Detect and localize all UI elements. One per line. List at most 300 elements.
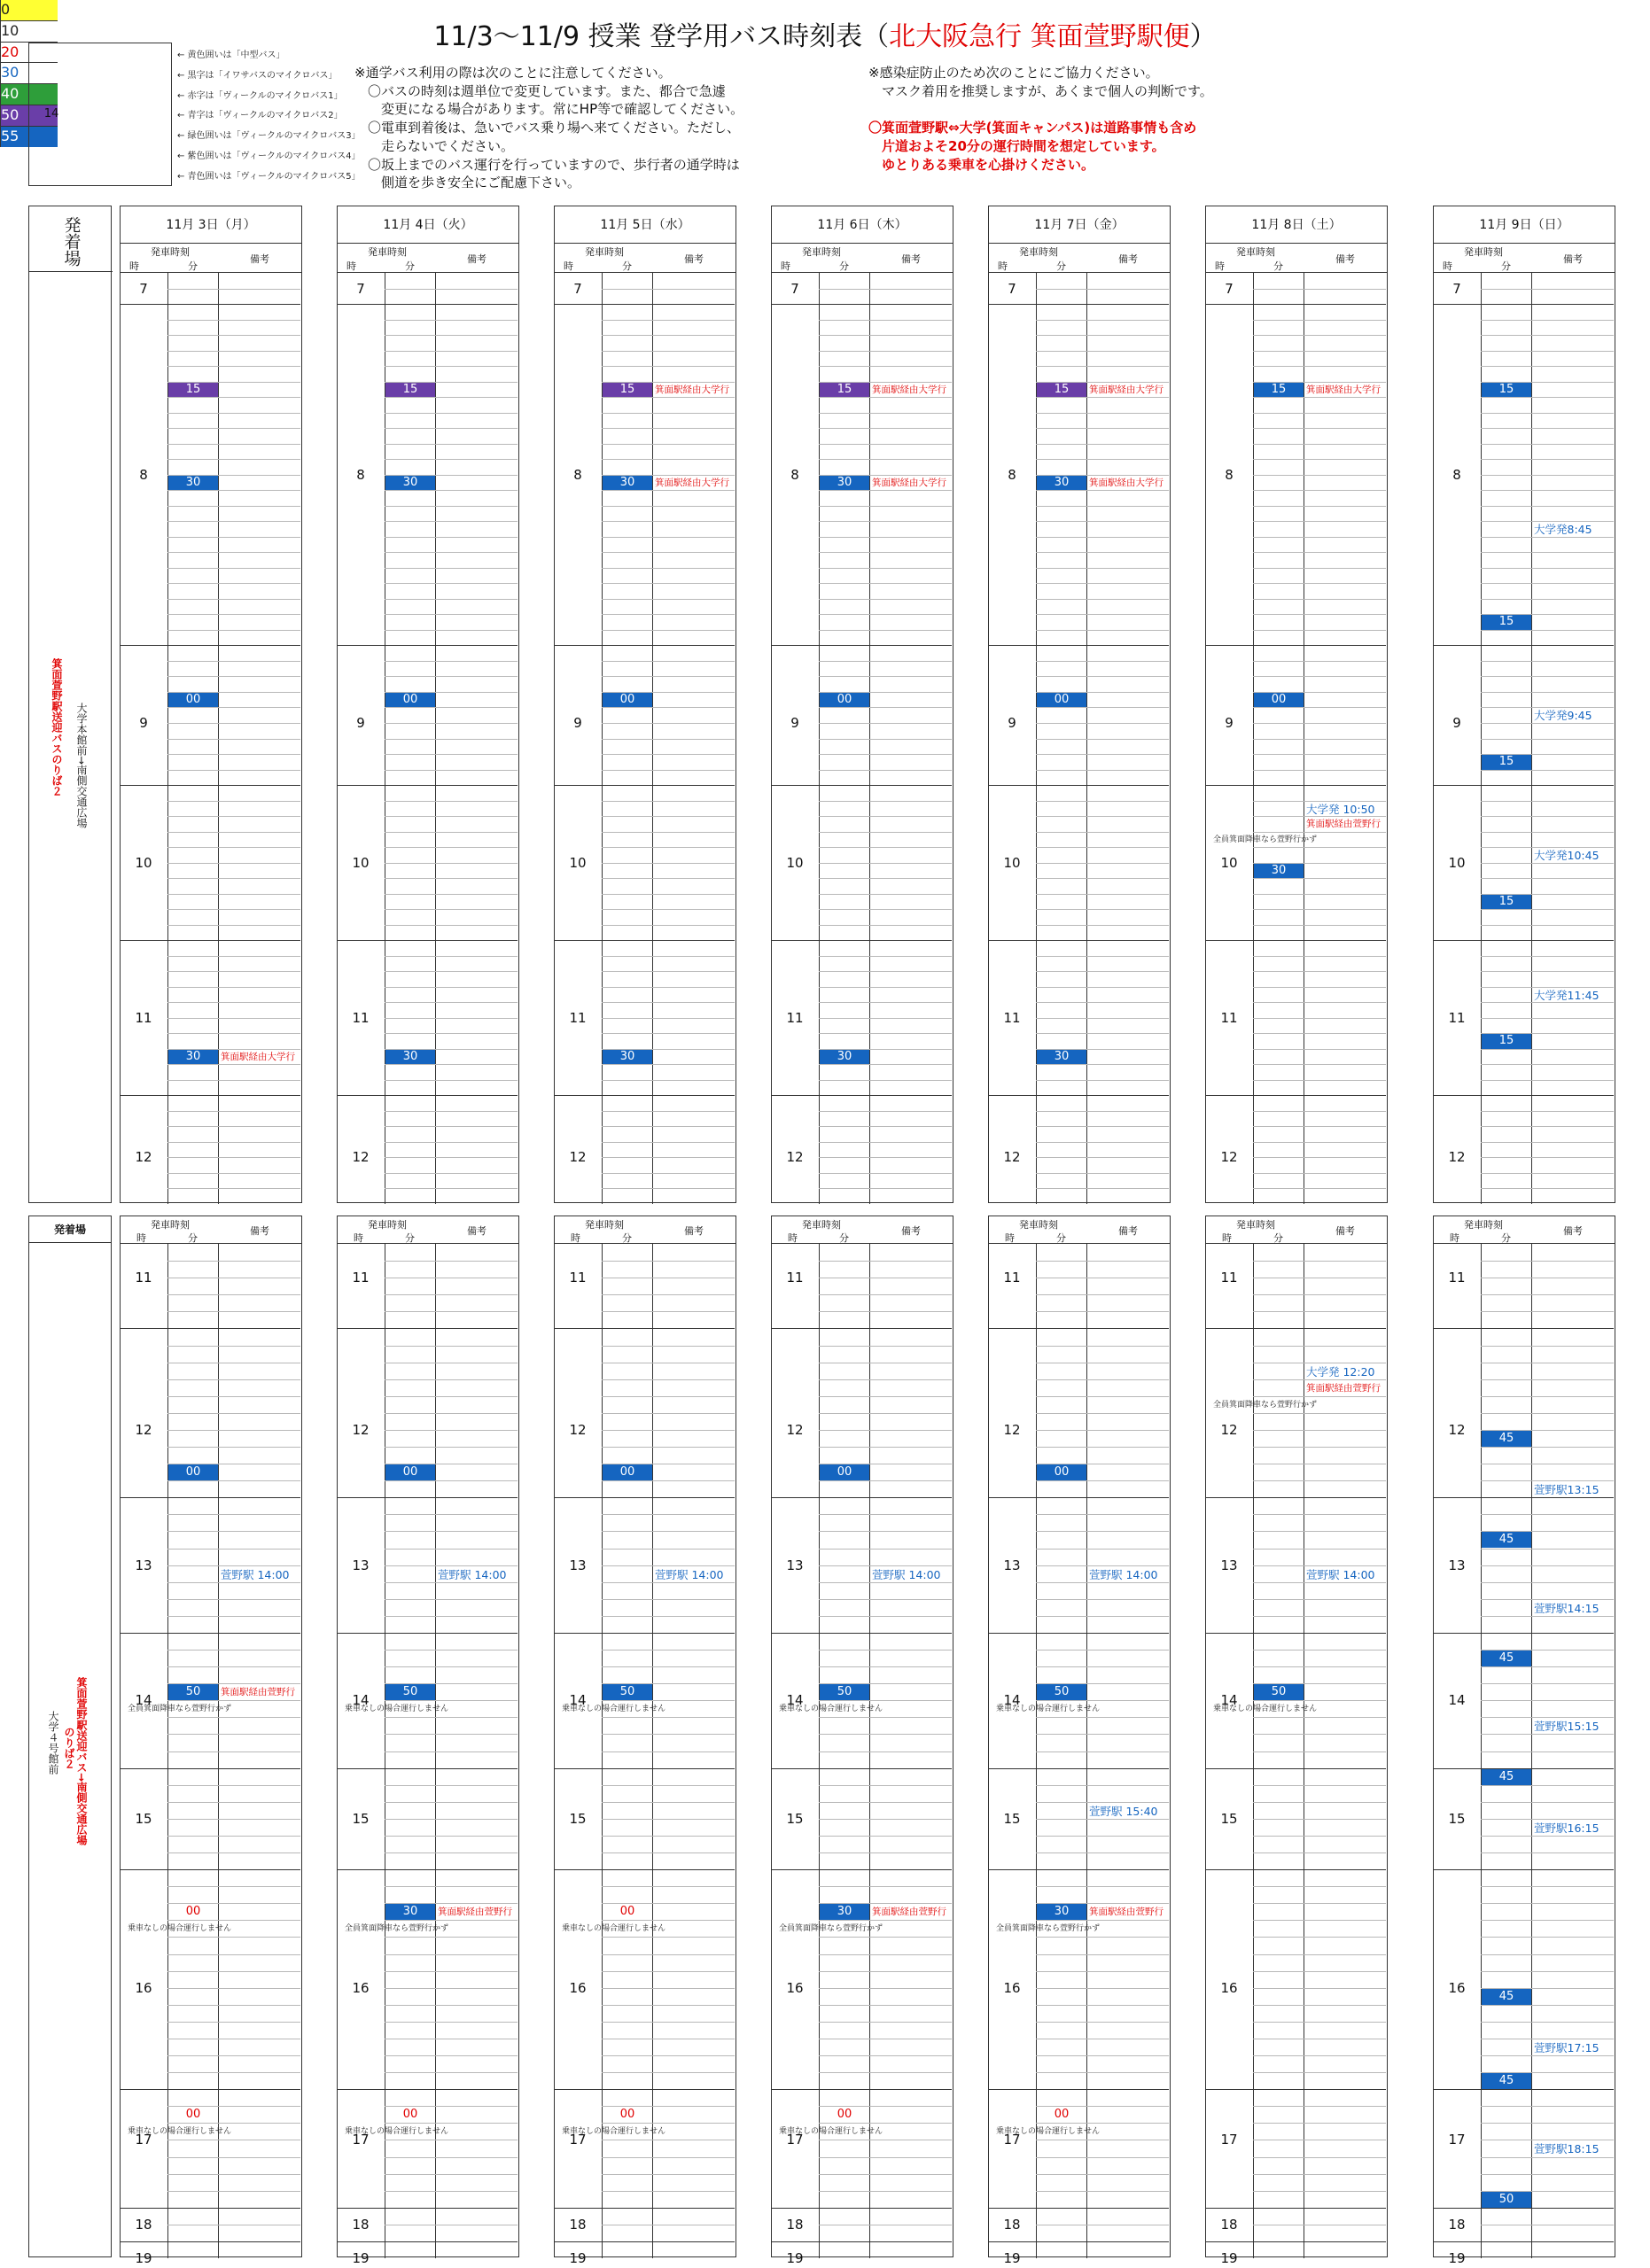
departure-minute: 30: [1037, 1904, 1086, 1920]
hour-label: 時: [129, 260, 139, 272]
row-rule: [1481, 661, 1614, 662]
row-rule: [819, 2174, 952, 2175]
row-rule: [167, 552, 300, 553]
row-rule: [167, 863, 300, 864]
depart-time-label: 発車時刻: [585, 246, 624, 258]
row-rule: [1036, 1018, 1169, 1019]
row-rule: [1036, 1751, 1169, 1752]
row-rule: [385, 1002, 518, 1003]
row-rule: [1036, 1650, 1169, 1651]
hour-separator: [772, 645, 952, 646]
departure-minute: 30: [603, 476, 652, 491]
hour-separator: [1206, 2241, 1386, 2242]
row-rule: [1253, 490, 1386, 491]
row-rule: [1036, 2022, 1169, 2023]
hour-number: 7: [1225, 280, 1234, 297]
row-rule: [602, 801, 735, 802]
subheader: [338, 244, 518, 273]
row-rule: [1481, 1379, 1614, 1380]
row-rule: [1036, 1599, 1169, 1600]
row-rule: [1481, 1802, 1614, 1803]
row-rule: [1253, 956, 1386, 957]
depart-time-label: 発車時刻: [1236, 1219, 1275, 1231]
hour-number: 10: [1448, 854, 1466, 871]
legend-description: ← 黄色囲いは「中型バス」: [177, 50, 285, 60]
row-rule: [1481, 1447, 1614, 1448]
hour-separator: [1206, 940, 1386, 941]
row-rule: [1253, 894, 1386, 895]
row-rule: [1036, 661, 1169, 662]
row-rule: [385, 1954, 518, 1955]
hour-number: 8: [356, 466, 365, 483]
row-rule: [1036, 568, 1169, 569]
row-rule: [819, 335, 952, 336]
row-rule: [1481, 1971, 1614, 1972]
hour-number: 18: [569, 2216, 587, 2233]
hour-separator: [338, 1328, 518, 1329]
row-rule: [167, 320, 300, 321]
row-rule: [167, 459, 300, 460]
departure-minute: 00: [185, 2108, 201, 2122]
row-rule: [1253, 1650, 1386, 1651]
departure-remark: 箕面駅経由大学行: [655, 477, 729, 488]
row-rule: [167, 1785, 300, 1786]
row-rule: [385, 1033, 518, 1034]
row-rule: [1253, 770, 1386, 771]
note-line: ※通学バス利用の際は次のことに注意してください。: [354, 65, 672, 81]
row-rule: [1036, 630, 1169, 631]
row-rule: [602, 614, 735, 615]
hour-separator: [121, 304, 300, 305]
row-rule: [1481, 1852, 1614, 1853]
remarks-label: 備考: [1118, 1225, 1138, 1237]
hour-number: 11: [569, 1009, 587, 1026]
row-rule: [167, 739, 300, 740]
row-rule: [1036, 1033, 1169, 1034]
remark-text: 萱野駅 14:00: [1089, 1567, 1158, 1581]
row-rule: [1036, 583, 1169, 584]
row-rule: [819, 583, 952, 584]
hour-number: 12: [1448, 1149, 1466, 1166]
departure-minute: 45: [1482, 1651, 1531, 1666]
hour-label: 時: [571, 1232, 580, 1244]
row-rule: [1253, 739, 1386, 740]
row-rule: [819, 1886, 952, 1887]
hour-number: 18: [352, 2216, 370, 2233]
top-day-table: [1205, 206, 1388, 1203]
hour-separator: [555, 304, 735, 305]
row-rule: [1036, 1379, 1169, 1380]
hour-separator: [121, 1768, 300, 1769]
row-rule: [1481, 1080, 1614, 1081]
row-rule: [385, 1666, 518, 1667]
row-rule: [1481, 1700, 1614, 1701]
row-rule: [1036, 1261, 1169, 1262]
row-rule: [1481, 335, 1614, 336]
row-rule: [602, 878, 735, 879]
row-rule: [602, 1002, 735, 1003]
row-rule: [1481, 475, 1614, 476]
hour-number: 17: [352, 2132, 370, 2148]
row-rule: [602, 1599, 735, 1600]
row-rule: [819, 2005, 952, 2006]
row-rule: [1481, 413, 1614, 414]
row-rule: [819, 847, 952, 848]
departure-remark: 箕面駅経由大学行: [872, 384, 946, 395]
row-rule: [819, 1126, 952, 1127]
row-rule: [1036, 971, 1169, 972]
departure-minute: 00: [168, 693, 218, 708]
row-rule: [1253, 552, 1386, 553]
row-rule: [1036, 2174, 1169, 2175]
row-rule: [1253, 289, 1386, 290]
row-rule: [385, 1413, 518, 1414]
hour-separator: [1434, 785, 1614, 786]
row-rule: [1481, 1582, 1614, 1583]
row-rule: [602, 1819, 735, 1820]
departure-minute: 45: [1482, 1989, 1531, 2005]
row-rule: [1036, 832, 1169, 833]
day-header: 11月 8日（土）: [1206, 206, 1387, 244]
row-rule: [1036, 537, 1169, 538]
row-rule: [602, 506, 735, 507]
depart-time-label: 発車時刻: [1236, 246, 1275, 258]
row-rule: [819, 1852, 952, 1853]
row-rule: [1036, 428, 1169, 429]
departure-minute: 00: [603, 1464, 652, 1480]
row-rule: [1036, 956, 1169, 957]
hour-separator: [121, 940, 300, 941]
departure-minute: 00: [619, 1905, 635, 1919]
row-rule: [602, 1294, 735, 1295]
row-rule: [167, 1852, 300, 1853]
row-rule: [1253, 599, 1386, 600]
hour-separator: [338, 1497, 518, 1498]
departure-minute: 15: [1254, 383, 1304, 398]
hour-separator: [989, 785, 1169, 786]
row-rule: [602, 1514, 735, 1515]
depart-arrive-header: 発着場: [29, 206, 113, 272]
hour-separator: [121, 2089, 300, 2090]
row-rule: [167, 397, 300, 398]
row-rule: [1253, 1836, 1386, 1837]
hour-number: 14: [786, 1692, 804, 1709]
minute-label: 分: [622, 260, 632, 272]
row-rule: [1481, 909, 1614, 910]
depart-time-label: 発車時刻: [585, 1219, 624, 1231]
row-rule: [602, 1064, 735, 1065]
row-rule: [1036, 1396, 1169, 1397]
departure-minute: 15: [1482, 1034, 1531, 1049]
subheader: [555, 244, 735, 273]
remark-text: 萱野駅13:15: [1534, 1483, 1599, 1497]
row-rule: [1481, 490, 1614, 491]
row-rule: [167, 987, 300, 988]
remark-text: 大学発 10:50: [1306, 802, 1375, 816]
row-rule: [602, 1379, 735, 1380]
row-rule: [1253, 2055, 1386, 2056]
row-rule: [1253, 1294, 1386, 1295]
row-rule: [819, 1157, 952, 1158]
row-rule: [602, 351, 735, 352]
remark-text: 全員箕面降車なら萱野行かず: [128, 1705, 232, 1714]
departure-remark: 箕面駅経由大学行: [1089, 477, 1164, 488]
hour-separator: [772, 1328, 952, 1329]
row-rule: [167, 832, 300, 833]
row-rule: [167, 1430, 300, 1431]
remark-text: 乗車なしの場合運行しません: [779, 2127, 883, 2137]
row-rule: [1481, 630, 1614, 631]
row-rule: [1036, 878, 1169, 879]
hour-separator: [989, 1497, 1169, 1498]
row-rule: [1036, 1111, 1169, 1112]
hour-separator: [989, 1328, 1169, 1329]
hour-number: 16: [135, 1979, 152, 1996]
row-rule: [819, 739, 952, 740]
remark-text: 乗車なしの場合運行しません: [562, 1705, 666, 1714]
departure-minute: 50: [1482, 2192, 1531, 2208]
row-rule: [1036, 2005, 1169, 2006]
hour-number: 13: [1448, 1557, 1466, 1573]
row-rule: [819, 1988, 952, 1989]
row-rule: [1253, 1346, 1386, 1347]
departure-minute: 50: [168, 1684, 218, 1700]
hour-separator: [772, 2208, 952, 2209]
row-rule: [1036, 707, 1169, 708]
departure-minute: 00: [385, 1464, 435, 1480]
hour-number: 7: [1452, 280, 1461, 297]
departure-minute: 15: [1482, 615, 1531, 630]
row-rule: [1253, 1937, 1386, 1938]
day-header: 11月 3日（月）: [121, 206, 301, 244]
row-rule: [1253, 1819, 1386, 1820]
row-rule: [385, 459, 518, 460]
remark-text: 乗車なしの場合運行しません: [996, 1705, 1101, 1714]
row-rule: [602, 925, 735, 926]
row-rule: [1481, 1785, 1614, 1786]
departure-minute: 45: [1482, 1431, 1531, 1447]
top-station-column: [28, 206, 112, 1203]
hour-number: 12: [1448, 1421, 1466, 1438]
row-rule: [1036, 1080, 1169, 1081]
hour-number: 17: [1448, 2132, 1466, 2148]
hour-separator: [555, 1095, 735, 1096]
departure-minute: 30: [603, 1050, 652, 1065]
row-rule: [167, 1480, 300, 1481]
row-rule: [167, 1142, 300, 1143]
row-rule: [1036, 723, 1169, 724]
row-rule: [1481, 552, 1614, 553]
row-rule: [602, 459, 735, 460]
row-rule: [819, 1111, 952, 1112]
remark-text: 箕面駅経由萱野行: [221, 1687, 295, 1698]
row-rule: [1036, 1430, 1169, 1431]
row-rule: [602, 987, 735, 988]
row-rule: [385, 1852, 518, 1853]
row-rule: [1481, 366, 1614, 367]
row-rule: [167, 1294, 300, 1295]
hour-label: 時: [788, 1232, 798, 1244]
hour-number: 9: [139, 714, 148, 731]
hour-separator: [989, 1768, 1169, 1769]
row-rule: [385, 878, 518, 879]
row-rule: [385, 2072, 518, 2073]
hour-separator: [989, 1869, 1169, 1870]
row-rule: [602, 1666, 735, 1667]
row-rule: [602, 1480, 735, 1481]
remark-text: 箕面駅経由萱野行: [1306, 1382, 1381, 1394]
legend-description: ← 緑色囲いは「ヴィークルのマイクロバス3」: [177, 131, 361, 142]
row-rule: [385, 739, 518, 740]
departure-minute: 30: [1037, 1050, 1086, 1065]
row-rule: [819, 568, 952, 569]
row-rule: [1036, 1064, 1169, 1065]
hour-separator: [989, 2241, 1169, 2242]
row-rule: [819, 552, 952, 553]
row-rule: [167, 335, 300, 336]
row-rule: [1481, 459, 1614, 460]
row-rule: [1481, 676, 1614, 677]
row-rule: [819, 2055, 952, 2056]
row-rule: [1481, 1920, 1614, 1921]
row-rule: [819, 1514, 952, 1515]
hour-separator: [989, 1633, 1169, 1634]
hour-separator: [772, 2241, 952, 2242]
hour-separator: [121, 2208, 300, 2209]
row-rule: [167, 351, 300, 352]
row-rule: [1481, 1396, 1614, 1397]
row-rule: [819, 832, 952, 833]
departure-minute: 50: [820, 1684, 869, 1700]
top-day-table: [1433, 206, 1615, 1203]
row-rule: [819, 630, 952, 631]
row-rule: [1036, 1531, 1169, 1532]
row-rule: [819, 459, 952, 460]
hour-separator: [1206, 2208, 1386, 2209]
row-rule: [1036, 1785, 1169, 1786]
row-rule: [385, 351, 518, 352]
row-rule: [385, 2157, 518, 2158]
hour-separator: [338, 940, 518, 941]
top-day-table: [554, 206, 736, 1203]
row-rule: [167, 1413, 300, 1414]
row-rule: [385, 661, 518, 662]
row-rule: [385, 1650, 518, 1651]
row-rule: [1253, 1751, 1386, 1752]
row-rule: [1481, 1565, 1614, 1566]
row-rule: [385, 971, 518, 972]
row-rule: [819, 366, 952, 367]
row-rule: [385, 707, 518, 708]
minute-label: 分: [839, 260, 849, 272]
departure-minute: 00: [603, 693, 652, 708]
hour-separator: [555, 1497, 735, 1498]
row-rule: [1253, 2157, 1386, 2158]
row-rule: [1253, 925, 1386, 926]
row-rule: [1253, 1261, 1386, 1262]
remark-text: 全員箕面降車なら萱野行かず: [1213, 835, 1318, 844]
hour-number: 15: [352, 1810, 370, 1827]
row-rule: [167, 506, 300, 507]
row-rule: [385, 444, 518, 445]
row-rule: [385, 537, 518, 538]
row-rule: [1253, 1531, 1386, 1532]
row-rule: [602, 1311, 735, 1312]
row-rule: [1036, 863, 1169, 864]
legend-swatch: 55: [0, 126, 58, 147]
departure-minute: 15: [168, 383, 218, 398]
row-rule: [1481, 2022, 1614, 2023]
row-rule: [1253, 366, 1386, 367]
row-rule: [1253, 1002, 1386, 1003]
row-rule: [1481, 832, 1614, 833]
hour-separator: [1206, 1328, 1386, 1329]
row-rule: [167, 723, 300, 724]
row-rule: [167, 1033, 300, 1034]
row-rule: [1481, 320, 1614, 321]
row-rule: [1481, 816, 1614, 817]
row-rule: [819, 1666, 952, 1667]
row-rule: [602, 661, 735, 662]
row-rule: [602, 723, 735, 724]
hour-separator: [1206, 2089, 1386, 2090]
row-rule: [385, 1173, 518, 1174]
row-rule: [1481, 1173, 1614, 1174]
row-rule: [819, 909, 952, 910]
departure-minute: 50: [1254, 1684, 1304, 1700]
row-rule: [385, 2055, 518, 2056]
row-rule: [602, 832, 735, 833]
hour-number: 18: [135, 2216, 152, 2233]
row-rule: [167, 676, 300, 677]
row-rule: [1481, 1954, 1614, 1955]
row-rule: [1481, 1126, 1614, 1127]
departure-minute: 45: [1482, 1532, 1531, 1548]
hour-separator: [1434, 1869, 1614, 1870]
row-rule: [602, 1802, 735, 1803]
hour-separator: [1434, 2089, 1614, 2090]
row-rule: [602, 1173, 735, 1174]
row-rule: [602, 2191, 735, 2192]
row-rule: [385, 289, 518, 290]
row-rule: [385, 863, 518, 864]
hour-number: 10: [569, 854, 587, 871]
row-rule: [819, 1396, 952, 1397]
hour-separator: [338, 2089, 518, 2090]
hour-number: 15: [1003, 1810, 1021, 1827]
row-rule: [1253, 537, 1386, 538]
row-rule: [1481, 2005, 1614, 2006]
row-rule: [1253, 1903, 1386, 1904]
note-line-red: 〇箕面萱野駅⇔大学(箕面キャンパス)は道路事情も含め: [868, 120, 1197, 136]
row-rule: [1253, 1126, 1386, 1127]
row-rule: [385, 335, 518, 336]
row-rule: [819, 1954, 952, 1955]
row-rule: [385, 1616, 518, 1617]
hour-separator: [772, 1768, 952, 1769]
row-rule: [602, 847, 735, 848]
row-rule: [167, 1751, 300, 1752]
depart-time-label: 発車時刻: [802, 1219, 841, 1231]
departure-remark: 箕面駅経由大学行: [655, 384, 729, 395]
row-rule: [1036, 676, 1169, 677]
remark-text: 大学発8:45: [1534, 523, 1592, 537]
row-rule: [602, 599, 735, 600]
remark-text: 大学発11:45: [1534, 988, 1599, 1002]
row-rule: [1036, 2191, 1169, 2192]
row-rule: [819, 1616, 952, 1617]
row-rule: [819, 676, 952, 677]
